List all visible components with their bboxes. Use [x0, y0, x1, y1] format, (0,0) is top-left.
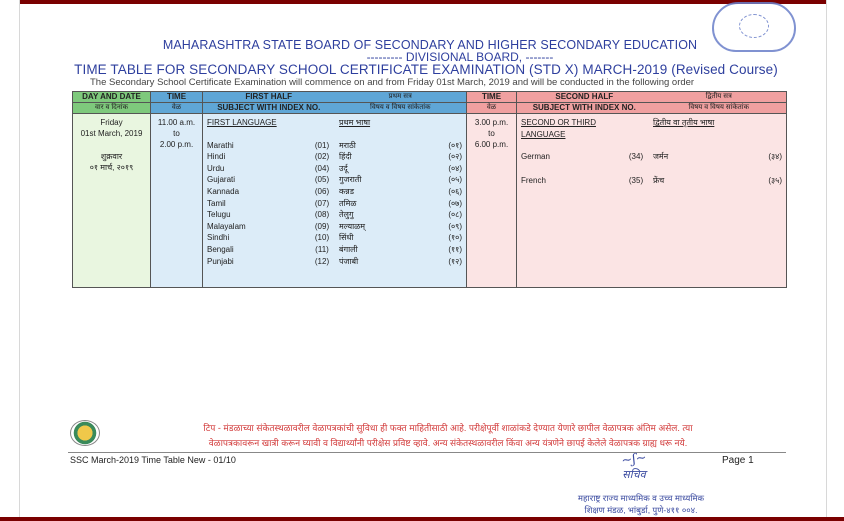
subject-index: (05) — [314, 175, 330, 185]
subject-name: Malayalam — [207, 221, 246, 231]
list-item — [203, 232, 466, 244]
subject-index-mr: (०८) — [448, 210, 462, 220]
subject-index-mr: (०६) — [448, 186, 462, 196]
second-half-subject-list — [517, 151, 786, 186]
list-item — [203, 209, 466, 221]
subject-index: (07) — [314, 198, 330, 208]
subject-name: Punjabi — [207, 256, 234, 266]
list-item — [203, 140, 466, 152]
subject-name: Urdu — [207, 163, 225, 173]
group1-label: FIRST LANGUAGE — [207, 118, 277, 127]
document-id: SSC March-2019 Time Table New - 01/10 — [70, 455, 236, 465]
subject-name: French — [521, 175, 546, 185]
second-half-header: SECOND HALF द्वितीय सत्र — [517, 92, 787, 103]
day-mr: शुक्रवार — [100, 152, 123, 161]
second-half-subjects-cell — [517, 114, 787, 288]
timetable — [72, 91, 787, 288]
subject-name-mr: तेलुगु — [339, 210, 354, 220]
subject2-header: SUBJECT WITH INDEX NO. विषय व विषय सांकेतांक — [517, 103, 787, 114]
subject-name: Hindi — [207, 152, 226, 162]
footer-divider — [68, 452, 786, 453]
divisional-board: --------- DIVISIONAL BOARD, ------- — [366, 50, 554, 64]
subject-index: (09) — [314, 221, 330, 231]
subject-name-mr: हिंदी — [339, 152, 352, 162]
subject-name-mr: सिंधी — [339, 233, 354, 243]
subject-index-mr: (०१) — [448, 140, 462, 150]
commencement-note: The Secondary School Certificate Examination will commence on and from Friday 01st March, 2019 and will be conducted in the following order — [90, 77, 695, 88]
list-item — [203, 186, 466, 198]
signature-scribble-icon: ~ʃ~ — [620, 450, 648, 469]
subject-name-mr: तमिळ — [339, 198, 357, 208]
header-row-2 — [73, 103, 787, 114]
group1-label-mr: प्रथम भाषा — [339, 118, 371, 127]
window-top-border — [0, 0, 844, 4]
table-row — [73, 114, 787, 288]
list-item — [203, 163, 466, 175]
list-item — [203, 198, 466, 210]
first-half-subjects-cell — [203, 114, 467, 288]
time1-cell: 11.00 a.m. to 2.00 p.m. — [151, 114, 203, 288]
subject-index-mr: (०९) — [448, 221, 462, 231]
window-bottom-border — [0, 517, 844, 521]
list-item — [517, 175, 786, 187]
subject-name: Marathi — [207, 140, 234, 150]
subject-name: Tamil — [207, 198, 226, 208]
day-en: Friday — [100, 118, 123, 127]
subject-name-mr: मल्याळम् — [339, 221, 366, 231]
subject-index-mr: (३४) — [768, 152, 782, 162]
first-half-header: FIRST HALF प्रथम सत्र — [203, 92, 467, 103]
office-address: महाराष्ट्र राज्य माध्यमिक व उच्च माध्यमिक शिक्षण मंडळ, भांबुर्डा, पुणे-४११ ००४. — [577, 493, 705, 515]
subject-index-mr: (१२) — [448, 256, 462, 266]
right-margin — [826, 0, 844, 521]
subject-index: (10) — [314, 233, 330, 243]
footer-note: टिप - मंडळाच्या संकेतस्थळावरील वेळापत्रकांची सुविधा ही फक्त माहितीसाठी आहे. परीक्षेपूर्वी शाळांकडे देण्यात येणारे छापील वेळापत्रक अंतिम असेल. त्या वेळापत्रकावरून खात्री करून घ्यावी व विद्यार्थ्यांनी परीक्षेस प्रविष्ट व्हावे. अन्य संकेतस्थळावरील किंवा अन्य यंत्रणेने छापई केलेले वेळापत्रक ग्राह्य धरू नये. — [203, 423, 693, 448]
list-item — [517, 151, 786, 163]
subject-index-mr: (०५) — [448, 175, 462, 185]
subject-index-mr: (११) — [448, 244, 462, 254]
day-date-cell — [73, 114, 151, 288]
subject-index: (11) — [315, 244, 329, 254]
document-title: TIME TABLE FOR SECONDARY SCHOOL CERTIFICATE EXAMINATION (STD X) MARCH-2019 (Revised Course) — [74, 62, 778, 77]
board-logo-icon — [70, 420, 100, 446]
subject-header: SUBJECT WITH INDEX NO. विषय व विषय सांकेतांक — [203, 103, 467, 114]
page-number: Page 1 — [722, 455, 754, 466]
subject-name-mr: बंगाली — [339, 244, 358, 254]
subject-name: Bengali — [207, 244, 234, 254]
subject-name-mr: पंजाबी — [339, 256, 359, 266]
subject-index: (34) — [628, 152, 644, 162]
time2-header-mr: वेळ — [467, 103, 517, 114]
board-name: MAHARASHTRA STATE BOARD OF SECONDARY AND HIGHER SECONDARY EDUCATION — [162, 38, 698, 52]
subject-index: (35) — [628, 175, 644, 185]
subject-index: (12) — [314, 256, 330, 266]
group2-label-a: SECOND OR THIRD — [521, 118, 596, 127]
list-item — [203, 244, 466, 256]
date-en: 01st March, 2019 — [80, 129, 143, 138]
subject-name-mr: जर्मन — [653, 152, 669, 162]
list-item — [203, 221, 466, 233]
subject-index-mr: (०२) — [448, 152, 462, 162]
subject-index: (02) — [314, 152, 330, 162]
list-item — [203, 174, 466, 186]
subject-index-mr: (१०) — [448, 233, 462, 243]
list-item — [203, 151, 466, 163]
time-header-mr: वेळ — [151, 103, 203, 114]
subject-name: Sindhi — [207, 233, 230, 243]
header-row-1 — [73, 92, 787, 103]
subject-name-mr: कन्नड — [339, 186, 354, 196]
date-mr: ०१ मार्च, २०१९ — [89, 163, 134, 172]
subject-name: German — [521, 152, 550, 162]
time2-header: TIME — [467, 92, 517, 103]
subject-index-mr: (३५) — [768, 175, 782, 185]
list-item — [203, 256, 466, 268]
subject-name: Kannada — [207, 186, 240, 196]
subject-name-mr: उर्दू — [339, 163, 348, 173]
subject-name-mr: फ्रेंच — [653, 175, 665, 185]
day-date-header: DAY AND DATE — [73, 92, 151, 103]
left-margin — [0, 0, 20, 521]
signature-title: सचिव — [622, 469, 646, 481]
group2-label-b: LANGUAGE — [521, 129, 566, 139]
subject-name: Telugu — [207, 210, 231, 220]
subject-index: (01) — [314, 140, 330, 150]
subject-index-mr: (०४) — [448, 163, 462, 173]
subject-index-mr: (०७) — [448, 198, 462, 208]
subject-name-mr: मराठी — [339, 140, 356, 150]
group2-label-mr: द्वितीय वा तृतीय भाषा — [653, 118, 715, 127]
time2-cell: 3.00 p.m. to 6.00 p.m. — [467, 114, 517, 288]
subject-name-mr: गुजराती — [339, 175, 362, 185]
first-half-subject-list — [203, 140, 466, 268]
subject-name: Gujarati — [207, 175, 236, 185]
day-date-header-mr: वार व दिनांक — [73, 103, 151, 114]
subject-index: (08) — [314, 210, 330, 220]
subject-index: (06) — [314, 186, 330, 196]
subject-index: (04) — [314, 163, 330, 173]
signature — [604, 452, 664, 488]
time-header: TIME — [151, 92, 203, 103]
